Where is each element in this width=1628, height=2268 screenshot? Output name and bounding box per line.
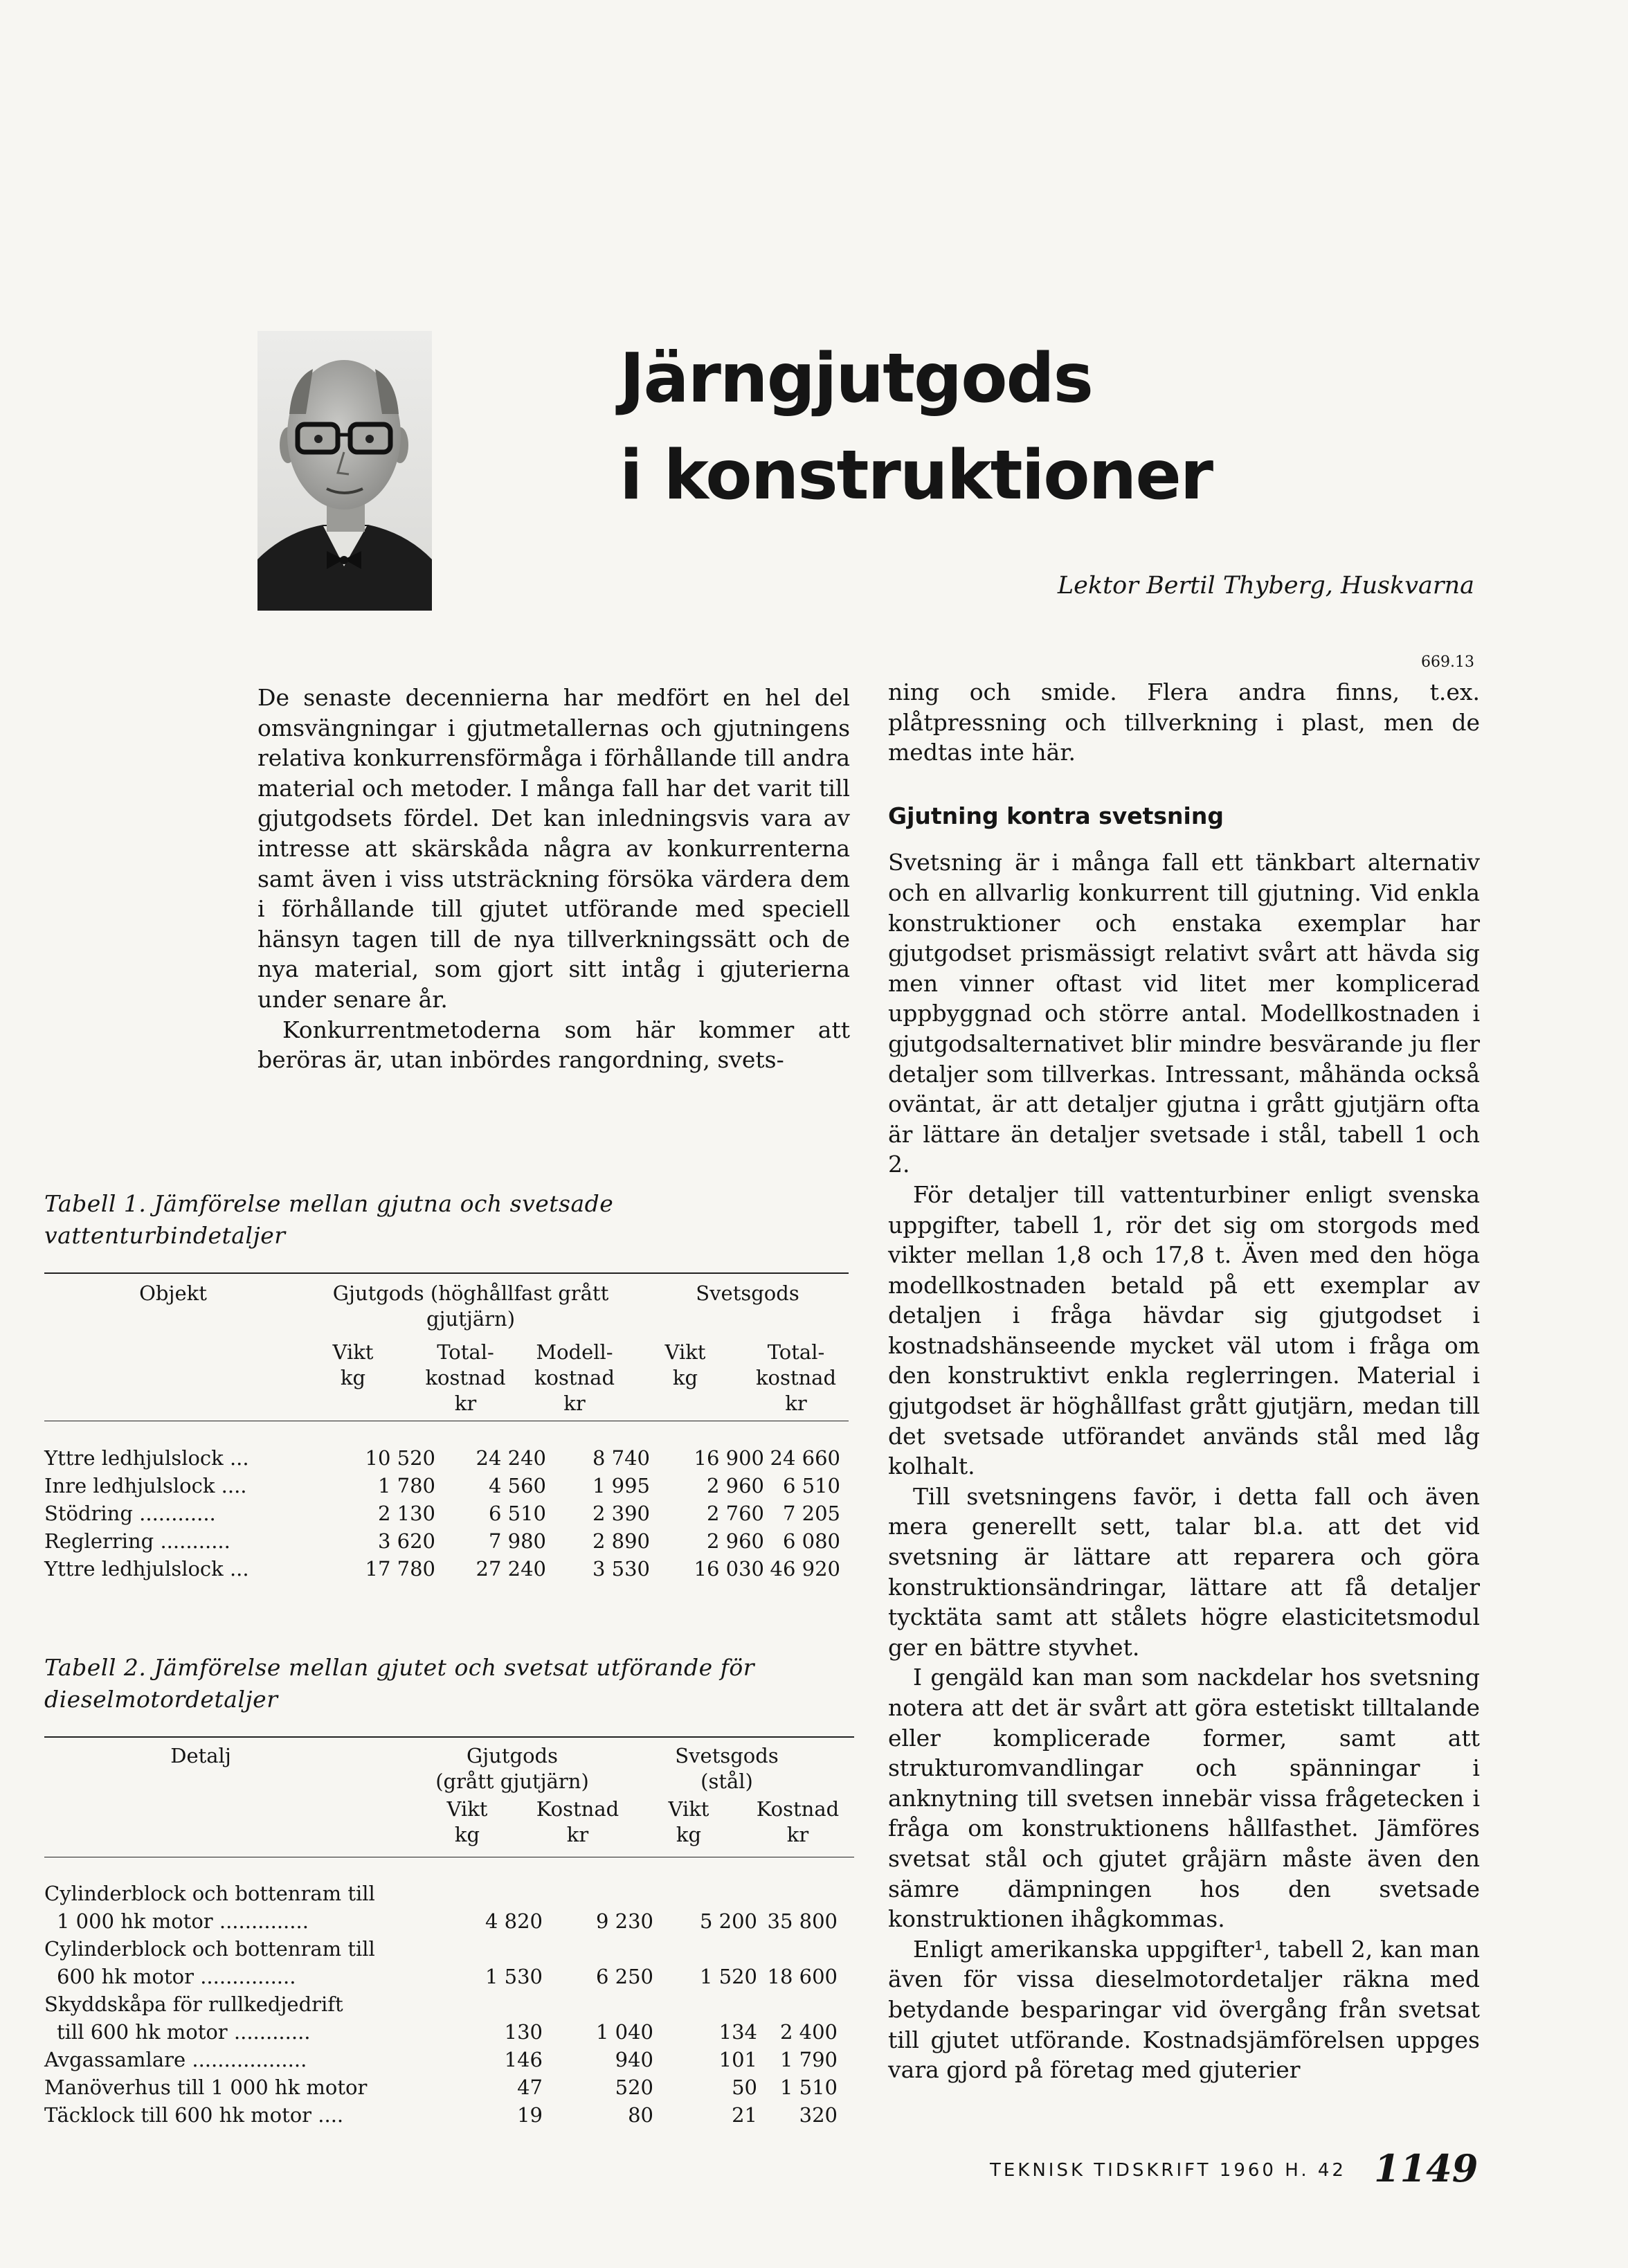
cast-total-cost: 6 510 bbox=[488, 1502, 546, 1525]
cast-weight: 3 620 bbox=[377, 1529, 435, 1553]
row-label-cont: till 600 hk motor ............ bbox=[57, 2020, 311, 2044]
table2-header-cast-weight: Vikt kg bbox=[446, 1797, 488, 1846]
cast-cost: 6 250 bbox=[595, 1965, 653, 1988]
row-label: Manöverhus till 1 000 hk motor bbox=[44, 2076, 368, 2099]
table2-top-rule bbox=[44, 1736, 854, 1738]
row-label: Yttre ledhjulslock ... bbox=[44, 1557, 249, 1581]
weld-weight: 101 bbox=[718, 2048, 757, 2071]
table-row bbox=[44, 1935, 838, 1963]
cast-model-cost: 3 530 bbox=[592, 1557, 650, 1581]
body-paragraph: ning och smide. Flera andra finns, t.ex. plåtpressning och tillverkning i plast, men de medtas inte här. bbox=[888, 678, 1480, 766]
table1-header-weight: Vikt kg bbox=[332, 1340, 374, 1389]
row-label: Yttre ledhjulslock ... bbox=[44, 1446, 249, 1470]
table1-caption: Tabell 1. Jämförelse mellan gjutna och svetsade vattenturbindetaljer bbox=[44, 1190, 614, 1249]
right-text-column bbox=[888, 677, 1480, 2085]
table-row bbox=[44, 1444, 840, 1472]
weld-cost: 35 800 bbox=[767, 1909, 838, 1933]
table1-header-cast: Gjutgods (höghållfast grått gjutjärn) bbox=[332, 1281, 609, 1331]
cast-cost: 520 bbox=[615, 2076, 653, 2099]
page-number: 1149 bbox=[1374, 2146, 1478, 2190]
cast-cost: 80 bbox=[628, 2103, 653, 2127]
row-label: Avgassamlare .................. bbox=[44, 2048, 307, 2071]
table1-header-weld: Svetsgods bbox=[696, 1281, 799, 1305]
article-title-line-1: Järngjutgods bbox=[619, 339, 1093, 418]
row-label: Cylinderblock och bottenram till bbox=[44, 1937, 375, 1961]
row-label: Täcklock till 600 hk motor .... bbox=[44, 2103, 344, 2127]
table1-header-total: Total- kostnad kr bbox=[425, 1340, 506, 1415]
cast-total-cost: 24 240 bbox=[476, 1446, 546, 1470]
journal-footer: TEKNISK TIDSKRIFT 1960 H. 42 bbox=[990, 2160, 1346, 2181]
weld-cost: 1 510 bbox=[779, 2076, 838, 2099]
cast-cost: 1 040 bbox=[595, 2020, 653, 2044]
weld-weight: 5 200 bbox=[699, 1909, 757, 1933]
table1-top-rule bbox=[44, 1272, 849, 1274]
table-row bbox=[44, 1963, 838, 1990]
body-paragraph: I gengäld kan man som nackdelar hos svetsning notera att det är svårt att göra estetiskt tilltalande eller komplicerade former, samt att strukturomvandlingar och spänningar i anknytning till svetsen innebär vissa frågetecken i fråga om konstruktionens hållfasthet. Jämföres svetsat stål och gjutet gråjärn måste även den sämre dämpningen hos den svetsade konstruktionen ihågkommas. bbox=[888, 1664, 1480, 1933]
udc-classification: 669.13 bbox=[1421, 654, 1474, 671]
table2-body bbox=[44, 1880, 838, 2129]
table-row bbox=[44, 1990, 838, 2018]
body-paragraph: Svetsning är i många fall ett tänkbart alternativ och en allvarlig konkurrent till gjutning. Vid enkla konstruktioner och enstaka exemplar har gjutgodset prismässigt relativt svårt att hävda sig men vinner oftast vid litet mer komplicerad uppbyggnad och större antal. Modellkostnaden i gjutgodsalternativet blir mindre besvärande ju fler detaljer som tillverkas. Intressant, måhända också oväntat, är att detaljer gjutna i grått gjutjärn ofta är lättare än detaljer svetsade i stål, tabell 1 och 2. bbox=[888, 849, 1480, 1178]
weld-weight: 134 bbox=[718, 2020, 757, 2044]
table2-header-cast: Gjutgods (grått gjutjärn) bbox=[435, 1744, 589, 1793]
cast-weight: 19 bbox=[517, 2103, 543, 2127]
table2-caption: Tabell 2. Jämförelse mellan gjutet och svetsat utförande för dieselmotordetaljer bbox=[44, 1654, 755, 1713]
weld-weight: 2 960 bbox=[706, 1529, 764, 1553]
table-row bbox=[44, 2101, 838, 2129]
author-byline: Lektor Bertil Thyberg, Huskvarna bbox=[1057, 572, 1474, 600]
table1-header-weld-weight: Vikt kg bbox=[664, 1340, 706, 1389]
weld-weight: 2 960 bbox=[706, 1474, 764, 1497]
author-portrait bbox=[257, 331, 432, 611]
table2-header-weld: Svetsgods (stål) bbox=[675, 1744, 779, 1793]
weld-weight: 1 520 bbox=[699, 1965, 757, 1988]
table1-body bbox=[44, 1444, 840, 1583]
weld-cost: 2 400 bbox=[779, 2020, 838, 2044]
row-label-cont: 1 000 hk motor .............. bbox=[57, 1909, 309, 1933]
cast-weight: 47 bbox=[517, 2076, 543, 2099]
row-label: Reglerring ........... bbox=[44, 1529, 230, 1553]
portrait-drawing bbox=[257, 331, 432, 611]
table-row bbox=[44, 1907, 838, 1935]
weld-total-cost: 6 080 bbox=[782, 1529, 840, 1553]
left-text-column bbox=[257, 683, 850, 1075]
table-row bbox=[44, 1555, 840, 1583]
cast-total-cost: 27 240 bbox=[476, 1557, 546, 1581]
weld-weight: 16 900 bbox=[694, 1446, 764, 1470]
table-row bbox=[44, 2073, 838, 2101]
table2-header-weld-cost: Kostnad kr bbox=[756, 1797, 840, 1846]
row-label: Skyddskåpa för rullkedjedrift bbox=[44, 1992, 343, 2016]
row-label-cont: 600 hk motor ............... bbox=[57, 1965, 296, 1988]
table-row bbox=[44, 1500, 840, 1527]
cast-weight: 17 780 bbox=[365, 1557, 435, 1581]
table-row bbox=[44, 1472, 840, 1500]
weld-total-cost: 6 510 bbox=[782, 1474, 840, 1497]
cast-weight: 130 bbox=[504, 2020, 543, 2044]
cast-cost: 9 230 bbox=[595, 1909, 653, 1933]
cast-model-cost: 2 890 bbox=[592, 1529, 650, 1553]
row-label: Inre ledhjulslock .... bbox=[44, 1474, 247, 1497]
cast-model-cost: 8 740 bbox=[592, 1446, 650, 1470]
body-paragraph: För detaljer till vattenturbiner enligt svenska uppgifter, tabell 1, rör det sig om storgods med vikter mellan 1,8 och 17,8 t. Även med den höga modellkostnaden betald på ett exemplar av detaljen i fråga hävdar sig gjutgodset i kostnadshänseende mycket väl utom i fråga om den konstruktivt enkla reglerringen. Material i gjutgodset är höghållfast grått gjutjärn, medan till det svetsade utförandet används stål med låg kolhalt. bbox=[888, 1180, 1480, 1480]
weld-weight: 2 760 bbox=[706, 1502, 764, 1525]
weld-total-cost: 7 205 bbox=[782, 1502, 840, 1525]
weld-cost: 1 790 bbox=[779, 2048, 838, 2071]
weld-cost: 320 bbox=[799, 2103, 838, 2127]
table2-header-weld-weight: Vikt kg bbox=[668, 1797, 709, 1846]
body-paragraph: De senaste decennierna har medfört en hel del omsvängningar i gjutmetallernas och gjutningens relativa konkurrensförmåga i förhållande till andra material och metoder. I många fall har det varit till gjutgodsets fördel. Det kan inledningsvis vara av intresse att skärskåda några av konkurrenterna samt även i viss utsträckning försöka värdera dem i förhållande till gjutet utförande med speciell hänsyn tagen till de nya tillverkningssätt och de nya material, som gjort sitt intåg i gjuterierna under senare år. bbox=[257, 684, 850, 1013]
section-heading: Gjutning kontra svetsning bbox=[888, 802, 1224, 829]
table-row bbox=[44, 2046, 838, 2073]
table1-header-object: Objekt bbox=[139, 1281, 207, 1305]
weld-total-cost: 24 660 bbox=[770, 1446, 840, 1470]
cast-total-cost: 4 560 bbox=[488, 1474, 546, 1497]
cast-weight: 4 820 bbox=[485, 1909, 543, 1933]
cast-weight: 2 130 bbox=[377, 1502, 435, 1525]
weld-cost: 18 600 bbox=[767, 1965, 838, 1988]
cast-model-cost: 1 995 bbox=[592, 1474, 650, 1497]
cast-cost: 940 bbox=[615, 2048, 653, 2071]
cast-model-cost: 2 390 bbox=[592, 1502, 650, 1525]
weld-weight: 16 030 bbox=[694, 1557, 764, 1581]
row-label: Cylinderblock och bottenram till bbox=[44, 1882, 375, 1905]
table2-header-cast-cost: Kostnad kr bbox=[536, 1797, 619, 1846]
body-paragraph: Till svetsningens favör, i detta fall och även mera generellt sett, talar bl.a. att det vid svetsning är lättare att reparera och göra konstruktionsändringar, lättare att få detaljer tycktäta samt att stålets högre elasticitetsmodul ger en bättre styvhet. bbox=[888, 1482, 1480, 1661]
table-row bbox=[44, 1527, 840, 1555]
weld-total-cost: 46 920 bbox=[770, 1557, 840, 1581]
row-label: Stödring ............ bbox=[44, 1502, 216, 1525]
table1-header-weld-total: Total- kostnad kr bbox=[755, 1340, 837, 1415]
table1-header-model: Modell- kostnad kr bbox=[534, 1340, 615, 1415]
cast-weight: 1 780 bbox=[377, 1474, 435, 1497]
weld-weight: 50 bbox=[732, 2076, 757, 2099]
cast-weight: 1 530 bbox=[485, 1965, 543, 1988]
cast-total-cost: 7 980 bbox=[488, 1529, 546, 1553]
table-row bbox=[44, 1880, 838, 1907]
cast-weight: 146 bbox=[504, 2048, 543, 2071]
table2-header-detail: Detalj bbox=[170, 1744, 231, 1767]
body-paragraph: Konkurrentmetoderna som här kommer att beröras är, utan inbördes rangordning, svets- bbox=[257, 1016, 850, 1074]
table-row bbox=[44, 2018, 838, 2046]
weld-weight: 21 bbox=[732, 2103, 757, 2127]
article-title-line-2: i konstruktioner bbox=[619, 436, 1213, 515]
cast-weight: 10 520 bbox=[365, 1446, 435, 1470]
body-paragraph: Enligt amerikanska uppgifter¹, tabell 2, kan man även för vissa dieselmotordetaljer räkna med betydande besparingar vid övergång från svetsat till gjutet utförande. Kostnadsjämförelsen uppges vara gjord på företag med gjuterier bbox=[888, 1935, 1480, 2084]
